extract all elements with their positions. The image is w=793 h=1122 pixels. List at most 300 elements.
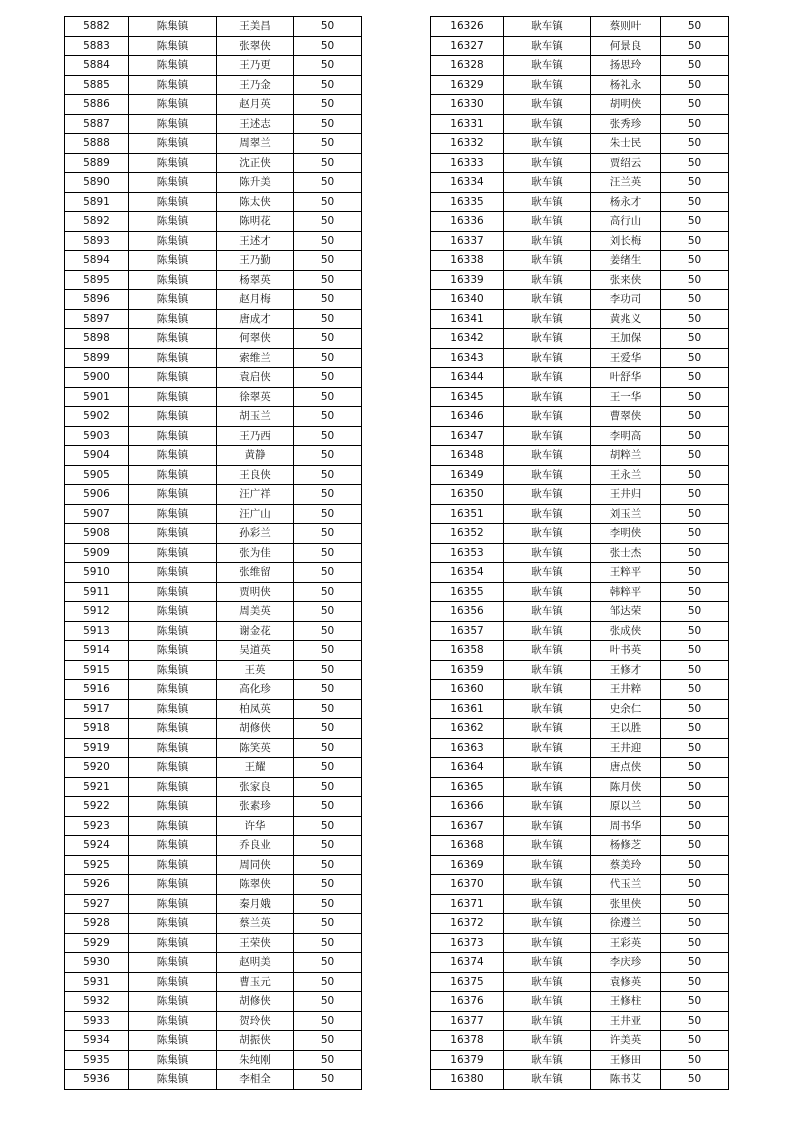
amount-cell: 50 [661,192,729,212]
town-cell: 陈集镇 [129,95,217,115]
town-cell: 耿车镇 [504,1011,591,1031]
table-row [65,641,362,661]
row-number-cell: 5932 [65,992,129,1012]
name-cell: 高行山 [591,212,661,232]
name-cell: 韩粹平 [591,582,661,602]
town-cell: 耿车镇 [504,914,591,934]
name-cell: 王永兰 [591,465,661,485]
town-cell: 陈集镇 [129,290,217,310]
town-cell: 陈集镇 [129,446,217,466]
name-cell: 史余仁 [591,699,661,719]
table-row [431,114,729,134]
town-cell: 陈集镇 [129,153,217,173]
name-cell: 胡修侠 [217,719,294,739]
town-cell: 陈集镇 [129,582,217,602]
row-number-cell: 5924 [65,836,129,856]
row-number-cell: 16369 [431,855,504,875]
row-number-cell: 16350 [431,485,504,505]
table-row [431,699,729,719]
table-row [431,426,729,446]
name-cell: 代玉兰 [591,875,661,895]
table-row [431,387,729,407]
town-cell: 耿车镇 [504,192,591,212]
table-row [65,660,362,680]
table-row [431,855,729,875]
amount-cell: 50 [661,524,729,544]
name-cell: 乔良业 [217,836,294,856]
row-number-cell: 5935 [65,1050,129,1070]
row-number-cell: 5892 [65,212,129,232]
table-row [431,582,729,602]
name-cell: 汪兰英 [591,173,661,193]
table-row [65,95,362,115]
town-cell: 陈集镇 [129,212,217,232]
town-cell: 陈集镇 [129,387,217,407]
amount-cell: 50 [661,17,729,37]
name-cell: 王井亚 [591,1011,661,1031]
amount-cell: 50 [294,485,362,505]
table-row [431,836,729,856]
amount-cell: 50 [661,329,729,349]
row-number-cell: 5926 [65,875,129,895]
name-cell: 沈正侠 [217,153,294,173]
town-cell: 耿车镇 [504,17,591,37]
name-cell: 王荣侠 [217,933,294,953]
town-cell: 陈集镇 [129,173,217,193]
row-number-cell: 5918 [65,719,129,739]
row-number-cell: 5905 [65,465,129,485]
amount-cell: 50 [661,836,729,856]
row-number-cell: 5927 [65,894,129,914]
row-number-cell: 16379 [431,1050,504,1070]
table-row [431,329,729,349]
name-cell: 王乃勤 [217,251,294,271]
row-number-cell: 16370 [431,875,504,895]
name-cell: 蔡美玲 [591,855,661,875]
row-number-cell: 5904 [65,446,129,466]
row-number-cell: 16329 [431,75,504,95]
row-number-cell: 16368 [431,836,504,856]
row-number-cell: 5893 [65,231,129,251]
row-number-cell: 16359 [431,660,504,680]
amount-cell: 50 [661,680,729,700]
name-cell: 吴道英 [217,641,294,661]
name-cell: 蔡兰英 [217,914,294,934]
table-row [65,621,362,641]
row-number-cell: 16375 [431,972,504,992]
town-cell: 陈集镇 [129,348,217,368]
table-row [65,485,362,505]
row-number-cell: 16327 [431,36,504,56]
row-number-cell: 16333 [431,153,504,173]
left-roster-body [65,17,362,1090]
row-number-cell: 16353 [431,543,504,563]
table-row [431,680,729,700]
town-cell: 耿车镇 [504,777,591,797]
row-number-cell: 16360 [431,680,504,700]
amount-cell: 50 [294,641,362,661]
amount-cell: 50 [661,855,729,875]
name-cell: 叶舒华 [591,368,661,388]
town-cell: 陈集镇 [129,251,217,271]
row-number-cell: 5900 [65,368,129,388]
row-number-cell: 5906 [65,485,129,505]
table-row [65,582,362,602]
table-row [65,875,362,895]
amount-cell: 50 [661,660,729,680]
name-cell: 王修才 [591,660,661,680]
town-cell: 陈集镇 [129,114,217,134]
amount-cell: 50 [294,465,362,485]
right-roster-body [431,17,729,1090]
town-cell: 陈集镇 [129,797,217,817]
table-row [431,953,729,973]
name-cell: 杨修芝 [591,836,661,856]
town-cell: 耿车镇 [504,36,591,56]
town-cell: 耿车镇 [504,1070,591,1090]
table-row [65,543,362,563]
row-number-cell: 5929 [65,933,129,953]
table-row [65,602,362,622]
name-cell: 王爱华 [591,348,661,368]
name-cell: 王彩英 [591,933,661,953]
table-row [65,914,362,934]
table-row [431,738,729,758]
town-cell: 耿车镇 [504,173,591,193]
row-number-cell: 5925 [65,855,129,875]
town-cell: 耿车镇 [504,680,591,700]
table-row [431,212,729,232]
town-cell: 陈集镇 [129,641,217,661]
table-row [431,816,729,836]
amount-cell: 50 [294,972,362,992]
name-cell: 刘长梅 [591,231,661,251]
amount-cell: 50 [294,855,362,875]
table-row [431,894,729,914]
name-cell: 王以胜 [591,719,661,739]
row-number-cell: 5912 [65,602,129,622]
amount-cell: 50 [294,602,362,622]
name-cell: 王乃更 [217,56,294,76]
amount-cell: 50 [661,602,729,622]
amount-cell: 50 [294,309,362,329]
table-row [65,75,362,95]
town-cell: 陈集镇 [129,563,217,583]
town-cell: 耿车镇 [504,270,591,290]
amount-cell: 50 [661,231,729,251]
name-cell: 陈月侠 [591,777,661,797]
table-row [431,1031,729,1051]
name-cell: 李功司 [591,290,661,310]
table-row [431,134,729,154]
amount-cell: 50 [294,407,362,427]
town-cell: 陈集镇 [129,836,217,856]
name-cell: 王述才 [217,231,294,251]
table-row [431,719,729,739]
row-number-cell: 16362 [431,719,504,739]
row-number-cell: 16336 [431,212,504,232]
amount-cell: 50 [661,875,729,895]
table-row [65,465,362,485]
table-row [65,836,362,856]
town-cell: 耿车镇 [504,485,591,505]
row-number-cell: 16328 [431,56,504,76]
town-cell: 耿车镇 [504,953,591,973]
table-row [65,1011,362,1031]
table-row [65,992,362,1012]
table-row [65,329,362,349]
name-cell: 杨礼永 [591,75,661,95]
table-row [431,914,729,934]
name-cell: 秦月娥 [217,894,294,914]
table-row [431,933,729,953]
town-cell: 陈集镇 [129,426,217,446]
row-number-cell: 16330 [431,95,504,115]
table-row [431,641,729,661]
name-cell: 胡明侠 [591,95,661,115]
row-number-cell: 16334 [431,173,504,193]
town-cell: 耿车镇 [504,465,591,485]
town-cell: 耿车镇 [504,56,591,76]
amount-cell: 50 [294,134,362,154]
table-row [431,543,729,563]
name-cell: 王修柱 [591,992,661,1012]
amount-cell: 50 [661,134,729,154]
table-row [65,563,362,583]
table-row [431,797,729,817]
town-cell: 陈集镇 [129,134,217,154]
name-cell: 汪广祥 [217,485,294,505]
table-row [65,1050,362,1070]
amount-cell: 50 [661,758,729,778]
table-row [65,446,362,466]
town-cell: 耿车镇 [504,602,591,622]
amount-cell: 50 [294,699,362,719]
name-cell: 王粹平 [591,563,661,583]
name-cell: 袁启侠 [217,368,294,388]
table-row [431,972,729,992]
row-number-cell: 16365 [431,777,504,797]
row-number-cell: 5909 [65,543,129,563]
amount-cell: 50 [294,75,362,95]
amount-cell: 50 [661,1070,729,1090]
name-cell: 刘玉兰 [591,504,661,524]
row-number-cell: 5899 [65,348,129,368]
name-cell: 曹翠侠 [591,407,661,427]
table-row [431,1050,729,1070]
name-cell: 王英 [217,660,294,680]
row-number-cell: 16326 [431,17,504,37]
amount-cell: 50 [661,485,729,505]
town-cell: 陈集镇 [129,309,217,329]
table-row [65,270,362,290]
town-cell: 耿车镇 [504,426,591,446]
amount-cell: 50 [294,758,362,778]
table-row [65,933,362,953]
amount-cell: 50 [294,1050,362,1070]
name-cell: 叶书英 [591,641,661,661]
name-cell: 王井粹 [591,680,661,700]
name-cell: 索维兰 [217,348,294,368]
amount-cell: 50 [294,329,362,349]
table-row [431,348,729,368]
row-number-cell: 5928 [65,914,129,934]
row-number-cell: 16358 [431,641,504,661]
name-cell: 孙彩兰 [217,524,294,544]
amount-cell: 50 [294,543,362,563]
table-row [431,309,729,329]
table-row [65,134,362,154]
town-cell: 陈集镇 [129,192,217,212]
name-cell: 胡玉兰 [217,407,294,427]
table-row [431,524,729,544]
town-cell: 陈集镇 [129,485,217,505]
town-cell: 陈集镇 [129,719,217,739]
amount-cell: 50 [294,1031,362,1051]
town-cell: 陈集镇 [129,855,217,875]
table-row [431,75,729,95]
town-cell: 耿车镇 [504,992,591,1012]
row-number-cell: 16341 [431,309,504,329]
town-cell: 耿车镇 [504,836,591,856]
town-cell: 耿车镇 [504,699,591,719]
row-number-cell: 16348 [431,446,504,466]
row-number-cell: 16339 [431,270,504,290]
right-roster-table [430,16,729,1090]
row-number-cell: 5907 [65,504,129,524]
row-number-cell: 5934 [65,1031,129,1051]
amount-cell: 50 [661,251,729,271]
amount-cell: 50 [661,446,729,466]
row-number-cell: 16344 [431,368,504,388]
town-cell: 陈集镇 [129,953,217,973]
row-number-cell: 5896 [65,290,129,310]
name-cell: 周同侠 [217,855,294,875]
town-cell: 耿车镇 [504,212,591,232]
table-row [431,290,729,310]
name-cell: 柏凤英 [217,699,294,719]
town-cell: 陈集镇 [129,329,217,349]
amount-cell: 50 [294,1011,362,1031]
name-cell: 陈太侠 [217,192,294,212]
row-number-cell: 5914 [65,641,129,661]
amount-cell: 50 [661,95,729,115]
table-row [431,1070,729,1090]
amount-cell: 50 [294,114,362,134]
table-row [65,777,362,797]
table-row [65,231,362,251]
row-number-cell: 5901 [65,387,129,407]
town-cell: 耿车镇 [504,504,591,524]
amount-cell: 50 [294,894,362,914]
row-number-cell: 5894 [65,251,129,271]
table-row [431,504,729,524]
name-cell: 许华 [217,816,294,836]
table-row [65,348,362,368]
table-row [65,797,362,817]
table-row [431,407,729,427]
amount-cell: 50 [294,933,362,953]
town-cell: 陈集镇 [129,602,217,622]
name-cell: 唐点侠 [591,758,661,778]
row-number-cell: 5933 [65,1011,129,1031]
amount-cell: 50 [294,504,362,524]
row-number-cell: 16367 [431,816,504,836]
name-cell: 朱纯刚 [217,1050,294,1070]
table-row [65,387,362,407]
name-cell: 张来侠 [591,270,661,290]
row-number-cell: 5889 [65,153,129,173]
amount-cell: 50 [661,465,729,485]
town-cell: 耿车镇 [504,894,591,914]
table-row [431,17,729,37]
row-number-cell: 16354 [431,563,504,583]
table-row [65,368,362,388]
table-row [65,290,362,310]
amount-cell: 50 [661,56,729,76]
amount-cell: 50 [294,212,362,232]
amount-cell: 50 [294,36,362,56]
row-number-cell: 5885 [65,75,129,95]
amount-cell: 50 [661,933,729,953]
table-row [431,485,729,505]
town-cell: 耿车镇 [504,641,591,661]
row-number-cell: 5922 [65,797,129,817]
name-cell: 杨永才 [591,192,661,212]
row-number-cell: 5895 [65,270,129,290]
name-cell: 张里侠 [591,894,661,914]
left-roster-table [64,16,362,1090]
name-cell: 徐遵兰 [591,914,661,934]
table-row [431,1011,729,1031]
town-cell: 陈集镇 [129,17,217,37]
town-cell: 陈集镇 [129,231,217,251]
table-row [431,270,729,290]
name-cell: 张成侠 [591,621,661,641]
table-row [65,17,362,37]
name-cell: 王井归 [591,485,661,505]
table-row [431,173,729,193]
town-cell: 耿车镇 [504,153,591,173]
amount-cell: 50 [294,95,362,115]
town-cell: 耿车镇 [504,290,591,310]
name-cell: 高化珍 [217,680,294,700]
amount-cell: 50 [294,953,362,973]
amount-cell: 50 [294,387,362,407]
row-number-cell: 16349 [431,465,504,485]
name-cell: 原以兰 [591,797,661,817]
town-cell: 陈集镇 [129,621,217,641]
row-number-cell: 5884 [65,56,129,76]
name-cell: 姜绪生 [591,251,661,271]
name-cell: 黄兆义 [591,309,661,329]
town-cell: 陈集镇 [129,56,217,76]
table-row [65,504,362,524]
name-cell: 周书华 [591,816,661,836]
row-number-cell: 16366 [431,797,504,817]
town-cell: 陈集镇 [129,758,217,778]
name-cell: 陈翠侠 [217,875,294,895]
row-number-cell: 16361 [431,699,504,719]
amount-cell: 50 [294,836,362,856]
town-cell: 耿车镇 [504,1031,591,1051]
table-row [65,680,362,700]
amount-cell: 50 [294,153,362,173]
amount-cell: 50 [661,953,729,973]
town-cell: 耿车镇 [504,348,591,368]
table-row [65,972,362,992]
name-cell: 李庆珍 [591,953,661,973]
